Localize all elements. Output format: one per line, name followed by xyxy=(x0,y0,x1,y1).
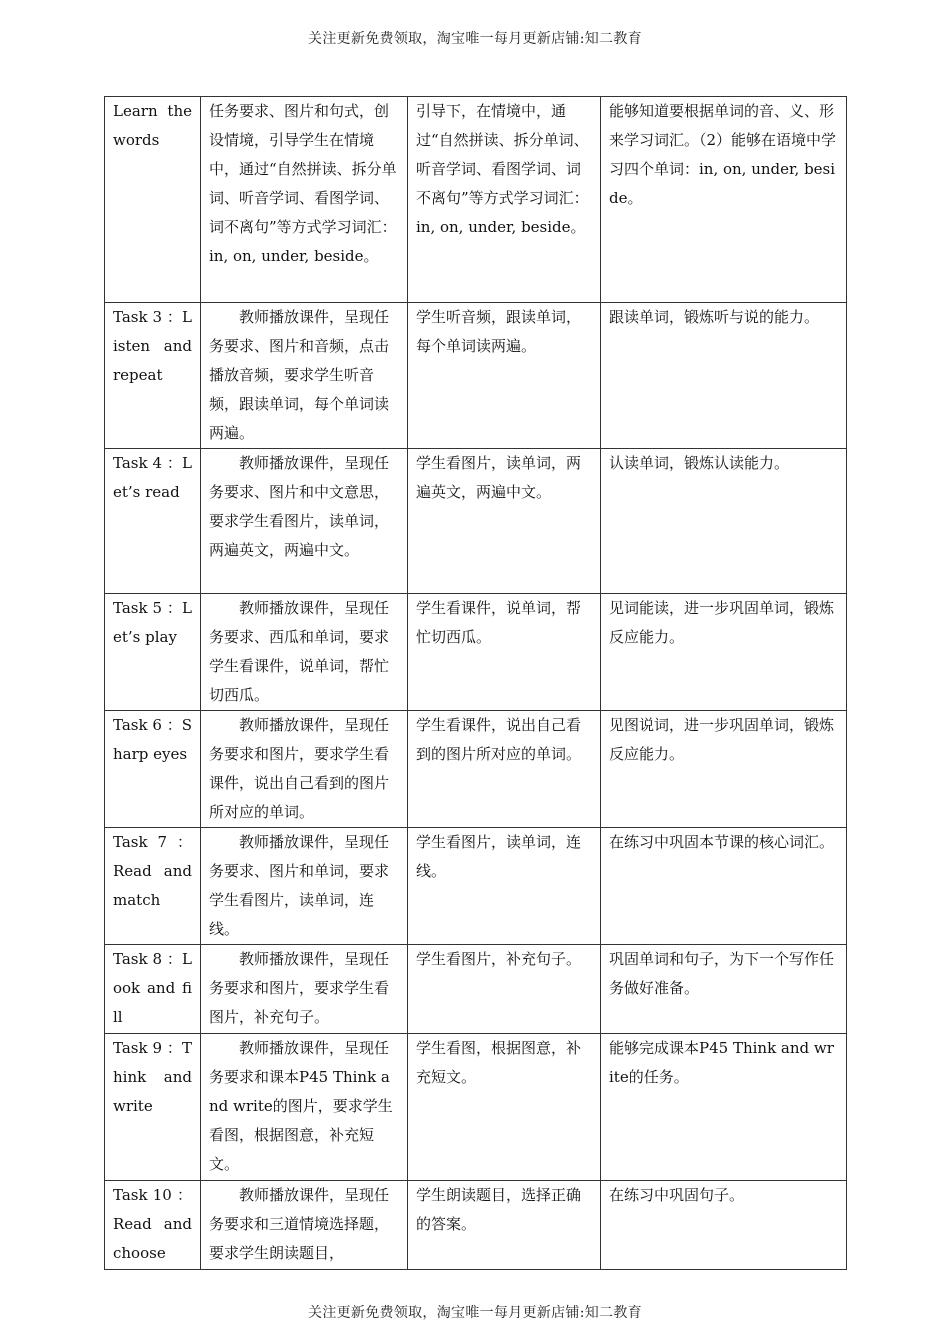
teacher-activity-cell: 教师播放课件，呈现任务要求和图片，要求学生看图片，补充句子。 xyxy=(201,945,408,1034)
student-activity-cell: 引导下，在情境中，通过“自然拼读、拆分单词、听音学词、看图学词、词不离句”等方式学习词汇：in, on, under, beside。 xyxy=(408,97,601,303)
student-activity-cell: 学生看图，根据图意，补充短文。 xyxy=(408,1034,601,1181)
task-name-cell: Task 8 ：Look and fill xyxy=(105,945,201,1034)
teacher-activity-cell: 教师播放课件，呈现任务要求、图片和音频，点击播放音频，要求学生听音频，跟读单词，每个单词读两遍。 xyxy=(201,303,408,449)
task-name-cell: Task 6 ：Sharp eyes xyxy=(105,711,201,828)
purpose-cell: 认读单词，锻炼认读能力。 xyxy=(601,449,847,594)
teacher-activity-cell: 教师播放课件，呈现任务要求和图片，要求学生看课件，说出自己看到的图片所对应的单词。 xyxy=(201,711,408,828)
purpose-cell: 能够完成课本P45 Think and write的任务。 xyxy=(601,1034,847,1181)
teacher-activity-cell: 教师播放课件，呈现任务要求、图片和中文意思，要求学生看图片，读单词，两遍英文，两遍中文。 xyxy=(201,449,408,594)
student-activity-cell: 学生看课件，说单词，帮忙切西瓜。 xyxy=(408,594,601,711)
student-activity-cell: 学生看图片，读单词，两遍英文，两遍中文。 xyxy=(408,449,601,594)
table-row xyxy=(105,1181,847,1270)
task-name-cell: Task 3 ：Listen and repeat xyxy=(105,303,201,449)
purpose-cell: 能够知道要根据单词的音、义、形来学习词汇。（2）能够在语境中学习四个单词：in, on, under, beside。 xyxy=(601,97,847,303)
table-row xyxy=(105,594,847,711)
page-header-banner: 关注更新免费领取，淘宝唯一每月更新店铺:知二教育 xyxy=(308,31,642,47)
page-footer-banner: 关注更新免费领取，淘宝唯一每月更新店铺:知二教育 xyxy=(308,1305,642,1321)
student-activity-cell: 学生看图片，补充句子。 xyxy=(408,945,601,1034)
table-row xyxy=(105,449,847,594)
task-name-cell: Task 7 ：Read and match xyxy=(105,828,201,945)
student-activity-cell: 学生看图片，读单词，连线。 xyxy=(408,828,601,945)
teacher-activity-cell: 教师播放课件，呈现任务要求、西瓜和单词，要求学生看课件，说单词，帮忙切西瓜。 xyxy=(201,594,408,711)
table-row xyxy=(105,1034,847,1181)
table-row xyxy=(105,945,847,1034)
lesson-plan-table xyxy=(104,96,847,1270)
table-row xyxy=(105,711,847,828)
purpose-cell: 跟读单词，锻炼听与说的能力。 xyxy=(601,303,847,449)
task-name-cell: Task 9 ：Think and write xyxy=(105,1034,201,1181)
student-activity-cell: 学生看课件，说出自己看到的图片所对应的单词。 xyxy=(408,711,601,828)
purpose-cell: 见图说词，进一步巩固单词，锻炼反应能力。 xyxy=(601,711,847,828)
table-row xyxy=(105,303,847,449)
table-row xyxy=(105,828,847,945)
task-name-cell: Task 10 ：Read and choose xyxy=(105,1181,201,1270)
purpose-cell: 见词能读，进一步巩固单词，锻炼反应能力。 xyxy=(601,594,847,711)
purpose-cell: 巩固单词和句子，为下一个写作任务做好准备。 xyxy=(601,945,847,1034)
purpose-cell: 在练习中巩固本节课的核心词汇。 xyxy=(601,828,847,945)
table-row xyxy=(105,97,847,303)
purpose-cell: 在练习中巩固句子。 xyxy=(601,1181,847,1270)
teacher-activity-cell: 教师播放课件，呈现任务要求和课本P45 Think and write的图片，要求学生看图，根据图意，补充短文。 xyxy=(201,1034,408,1181)
student-activity-cell: 学生听音频，跟读单词，每个单词读两遍。 xyxy=(408,303,601,449)
student-activity-cell: 学生朗读题目，选择正确的答案。 xyxy=(408,1181,601,1270)
teacher-activity-cell: 任务要求、图片和句式，创设情境，引导学生在情境中，通过“自然拼读、拆分单词、听音学词、看图学词、词不离句”等方式学习词汇：in, on, under, beside。 xyxy=(201,97,408,303)
task-name-cell: Learn the words xyxy=(105,97,201,303)
teacher-activity-cell: 教师播放课件，呈现任务要求、图片和单词，要求学生看图片，读单词，连线。 xyxy=(201,828,408,945)
task-name-cell: Task 5 ：Let’s play xyxy=(105,594,201,711)
teacher-activity-cell: 教师播放课件，呈现任务要求和三道情境选择题，要求学生朗读题目， xyxy=(201,1181,408,1270)
task-name-cell: Task 4 ：Let’s read xyxy=(105,449,201,594)
